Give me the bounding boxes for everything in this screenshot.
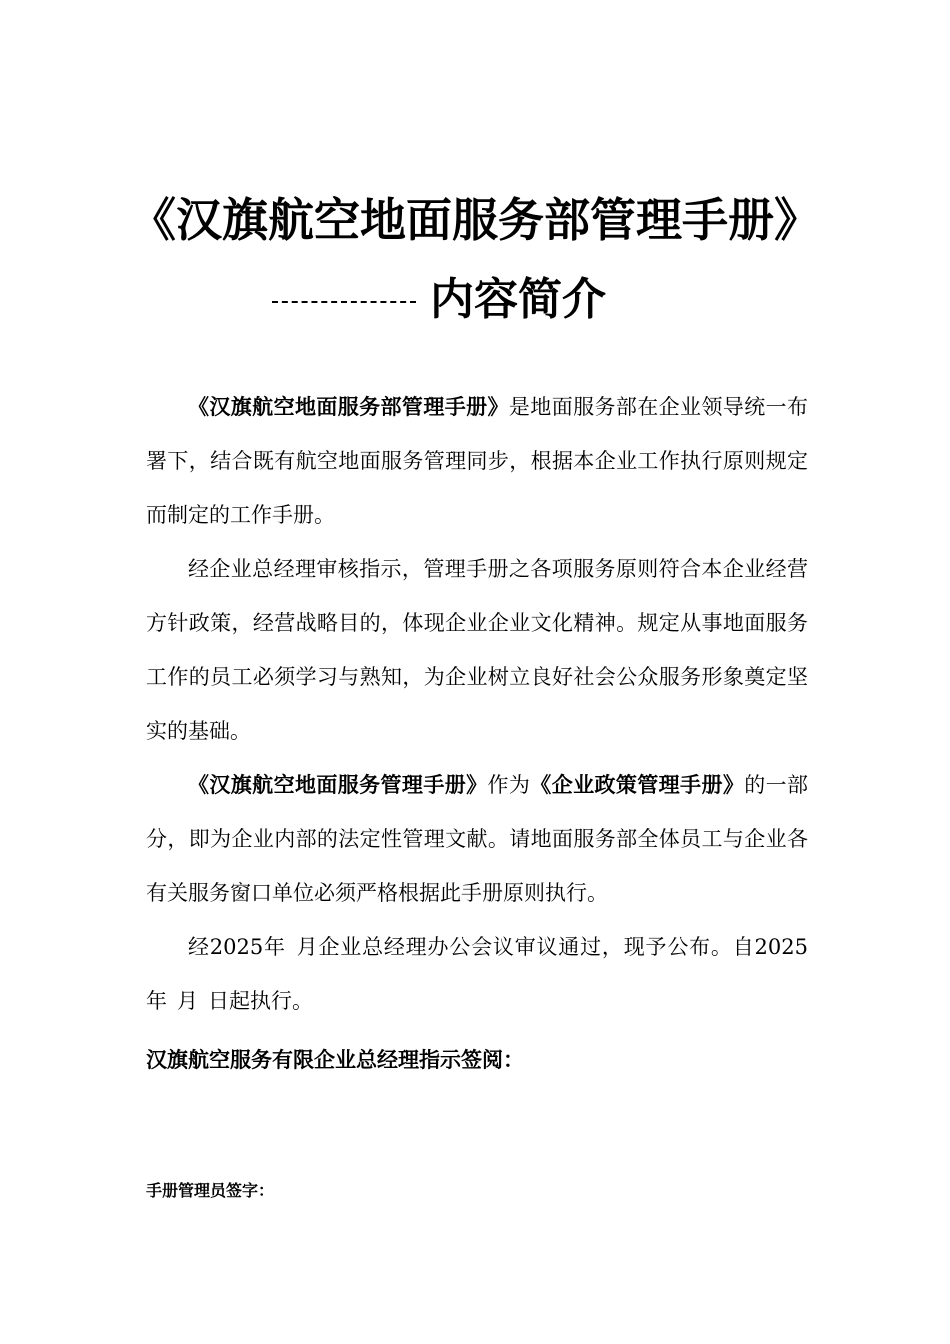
document-subtitle: 内容简介 [430,274,606,325]
paragraph-4 [146,920,808,1028]
paragraph-3 [146,758,808,920]
manual-name-bold: 《汉旗航空地面服务部管理手册》 [188,394,509,419]
document-title: 《汉旗航空地面服务部管理手册》 [130,193,820,247]
policy-manual-name-bold: 《企业政策管理手册》 [530,772,745,797]
manager-signature-label: 手册管理员签字： [146,1181,275,1200]
paragraph-4-part-3: 月 [177,989,198,1013]
paragraph-4-part-4: 日起执行。 [208,989,313,1013]
manual-name-bold: 《汉旗航空地面服务管理手册》 [188,772,488,797]
subtitle-row [272,270,606,330]
paragraph-2-text: 经企业总经理审核指示，管理手册之各项服务原则符合本企业经营方针政策，经营战略目的，体现企业企业文化精神。规定从事地面服务工作的员工必须学习与熟知，为企业树立良好社会公众服务形象奠定坚实的基础。 [146,557,808,743]
signature-heading: 汉旗航空服务有限企业总经理指示签阅： [146,1047,524,1072]
paragraph-1-text: 是地面服务部在企业领导统一布署下，结合既有航空地面服务管理同步，根据本企业工作执行原则规定而制定的工作手册。 [146,395,809,527]
paragraph-2 [146,542,808,758]
dashed-rule [272,301,416,303]
paragraph-4-part-1: 经2025年 [188,935,286,959]
paragraph-3-text: 的一部分，即为企业内部的法定性管理文献。请地面服务部全体员工与企业各有关服务窗口单位必须严格根据此手册原则执行。 [146,773,809,905]
document-body [146,380,808,1028]
paragraph-1 [146,380,808,542]
paragraph-3-connector: 作为 [487,773,531,797]
paragraph-4-part-2: 月企业总经理办公会议审议通过，现予公布。自2025年 [146,935,808,1013]
